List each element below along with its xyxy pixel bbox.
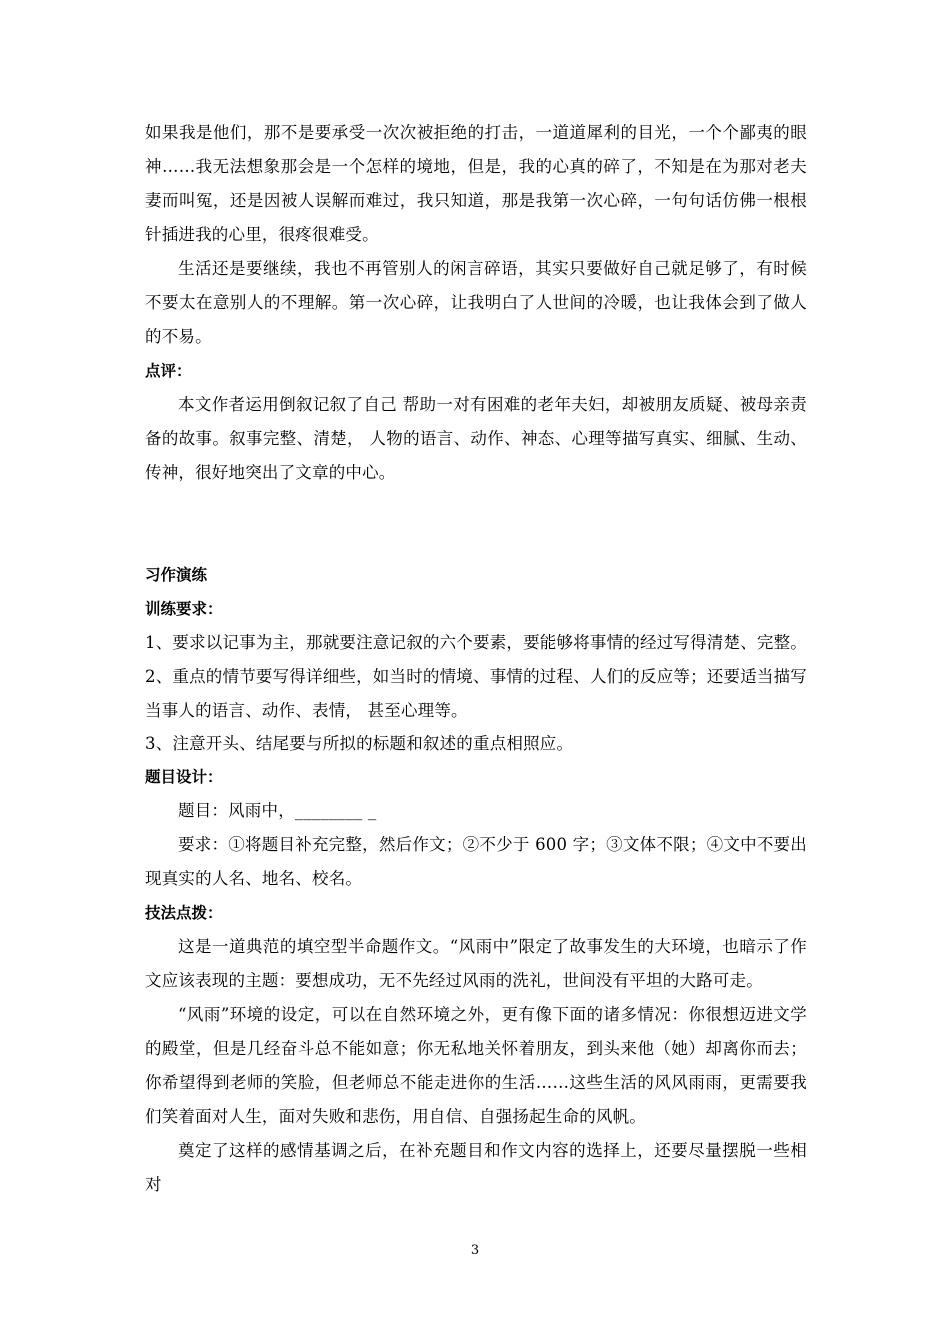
tips-paragraph-3: 奠定了这样的感情基调之后，在补充题目和作文内容的选择上，还要尽量摆脱一些相对	[145, 1141, 807, 1194]
topic-heading: 题目设计：	[145, 768, 223, 786]
comment-paragraph: 本文作者运用倒叙记叙了自己 帮助一对有困难的老年夫妇，却被朋友质疑、被母亲责备的故事。叙事完整、清楚， 人物的语言、动作、神态、心理等描写真实、细腻、生动、传神，很好地突出了文章的中心。	[145, 395, 807, 482]
section-spacer	[145, 490, 807, 558]
topic-requirements: 要求：①将题目补充完整，然后作文；②不少于 600 字；③文体不限；④文中不要出现真实的人名、地名、校名。	[145, 835, 807, 888]
practice-heading: 习作演练	[145, 566, 208, 584]
tips-paragraph-2: “风雨”环境的设定，可以在自然环境之外，更有像下面的诸多情况：你很想迈进文学的殿堂，但是几经奋斗总不能如意；你无私地关怀着朋友，到头来他（她）却离你而去；你希望得到老师的笑脸，但老师总不能走进你的生活……这些生活的风风雨雨，更需要我们笑着面对人生，面对失败和悲伤，用自信、自强扬起生命的风帆。	[145, 1005, 807, 1126]
comment-heading: 点评：	[145, 362, 192, 380]
tips-heading: 技法点拨：	[145, 904, 223, 922]
requirement-1-2: 1、要求以记事为主，那就要注意记叙的六个要素，要能够将事情的经过写得清楚、完整。 2、重点的情节要写得详细些，如当时的情境、事情的过程、人们的反应等；还要适当描写当事人的语言、动作、表情， 甚至心理等。	[145, 633, 807, 720]
page-content	[145, 116, 807, 1202]
paragraph-story-end: 如果我是他们，那不是要承受一次次被拒绝的打击，一道道犀利的目光，一个个鄙夷的眼神……我无法想象那会是一个怎样的境地，但是，我的心真的碎了，不知是在为那对老夫妻而叫冤，还是因被人误解而难过，我只知道，那是我第一次心碎，一句句话仿佛一根根针插进我的心里，很疼很难受。	[145, 123, 807, 244]
requirement-3: 3、注意开头、结尾要与所拟的标题和叙述的重点相照应。	[145, 734, 574, 753]
topic-line: 题目：风雨中，________ _	[178, 801, 377, 820]
paragraph-conclusion: 生活还是要继续，我也不再管别人的闲言碎语，其实只要做好自己就足够了，有时候不要太在意别人的不理解。第一次心碎，让我明白了人世间的冷暖，也让我体会到了做人的不易。	[145, 259, 807, 346]
tips-paragraph-1: 这是一道典范的填空型半命题作文。“风雨中”限定了故事发生的大环境，也暗示了作文应该表现的主题：要想成功，无不先经过风雨的洗礼，世间没有平坦的大路可走。	[145, 937, 807, 990]
page-number: 3	[470, 1243, 480, 1258]
requirements-heading: 训练要求：	[145, 600, 223, 618]
